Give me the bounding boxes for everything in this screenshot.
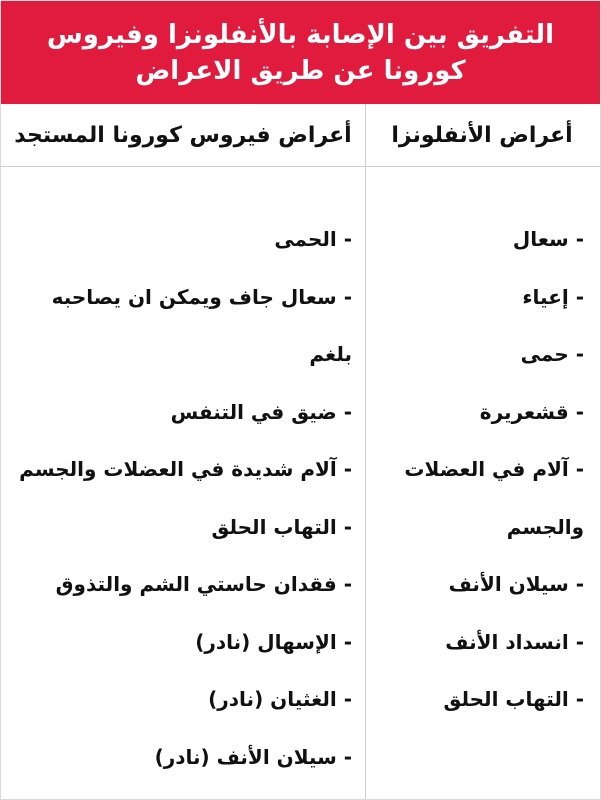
flu-symptom-item: - التهاب الحلق xyxy=(443,687,584,711)
flu-symptom-list xyxy=(384,211,584,729)
covid-symptom-item: - الغثيان (نادر) xyxy=(208,687,352,711)
title-banner xyxy=(1,1,600,104)
covid-symptom-item: - آلام شديدة في العضلات والجسم xyxy=(19,457,352,481)
flu-symptom-item: - حمى xyxy=(520,342,584,366)
title-line-1: التفريق بين الإصابة بالأنفلونزا وفيروس xyxy=(46,19,555,50)
flu-symptom-item: - انسداد الأنف xyxy=(445,629,584,654)
covid-symptom-list xyxy=(19,211,352,786)
covid-symptom-item: - التهاب الحلق xyxy=(211,514,352,539)
flu-column-header: أعراض الأنفلونزا xyxy=(391,122,573,148)
flu-symptom-item: - سعال xyxy=(512,227,584,251)
covid-symptom-item: - الحمى xyxy=(274,227,352,251)
title-line-2: كورونا عن طريق الاعراض xyxy=(135,55,466,86)
covid-symptom-item: - سيلان الأنف (نادر) xyxy=(154,744,352,769)
flu-symptom-item: - آلام في العضلات xyxy=(404,457,584,481)
flu-symptom-item: والجسم xyxy=(506,514,584,539)
covid-symptom-item: - سعال جاف ويمكن ان يصاحبه xyxy=(51,284,352,309)
covid-symptom-item: بلغم xyxy=(309,342,352,366)
covid-column-header: أعراض فيروس كورونا المستجد xyxy=(14,122,352,148)
covid-symptom-item: - ضيق في التنفس xyxy=(170,399,352,424)
flu-symptom-item: - إعياء xyxy=(522,284,584,309)
column-divider xyxy=(365,104,366,799)
column-headers xyxy=(1,104,600,167)
flu-symptom-item: - قشعريرة xyxy=(479,399,584,424)
flu-symptom-item: - سيلان الأنف xyxy=(448,572,584,596)
covid-symptom-item: - فقدان حاستي الشم والتذوق xyxy=(55,572,352,596)
covid-symptom-item: - الإسهال (نادر) xyxy=(195,629,352,654)
